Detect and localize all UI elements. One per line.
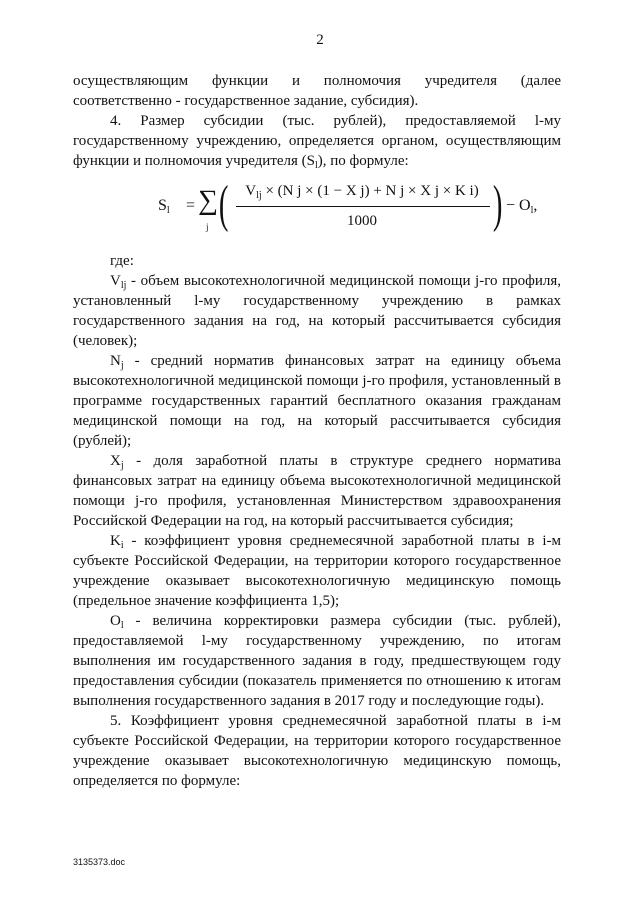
- paragraph-4-end: ), по формуле:: [317, 153, 409, 169]
- paragraph-5: 5. Коэффициент уровня среднемесячной заработной платы в i-м субъекте Российской Федерации, на территории которого государственное учреждение оказывает высокотехнологичную медицинскую помощь, определяется по формуле:: [73, 713, 561, 789]
- definition-x-subscript: j: [120, 460, 124, 471]
- formula-left-paren: (: [218, 176, 229, 233]
- formula-numerator-tail: × (N j × (1 − X j) + N j × X j × K i): [261, 183, 479, 199]
- formula-lhs-symbol: S: [158, 197, 167, 214]
- formula-denominator: 1000: [347, 213, 377, 229]
- definition-x-text: - доля заработной платы в структуре среднего норматива финансовых затрат на единицу объема высокотехнологичной медицинской помощи j-го профиля, установленная Министерством здравоохранения Российской Федерации на год, на который рассчитывается субсидия;: [73, 453, 561, 529]
- document-body: [73, 71, 561, 791]
- definition-v-subscript: lj: [120, 280, 127, 291]
- formula-numerator-v-subscript: lj: [256, 190, 262, 201]
- document-filename: 3135373.doc: [73, 857, 126, 867]
- definition-k-symbol: K: [110, 533, 121, 549]
- formula-tail-subscript: l: [530, 205, 534, 216]
- paragraph-continuation: осуществляющим функции и полномочия учредителя (далее соответственно - государственное задание, субсидия).: [73, 73, 561, 109]
- definition-k-subscript: i: [120, 540, 124, 551]
- paragraph-4: [73, 111, 561, 171]
- definition-o: [73, 611, 561, 711]
- formula-sum-symbol: ∑: [198, 185, 218, 216]
- definition-n-subscript: j: [120, 360, 124, 371]
- formula-numerator-v: V: [245, 183, 257, 199]
- definition-k-text: - коэффициент уровня среднемесячной заработной платы в i-м субъекте Российской Федерации, на территории которого государственное учреждение оказывает высокотехнологичную медицинскую помощь (предельное значение коэффициента 1,5);: [73, 533, 561, 609]
- formula-lhs: [158, 196, 170, 216]
- formula-fraction-bar: [236, 206, 490, 207]
- definition-n-symbol: N: [110, 353, 121, 369]
- formula-lhs-subscript: l: [166, 205, 170, 216]
- definition-o-text: - величина корректировки размера субсидии (тыс. рублей), предоставляемой l-му государственному учреждению, по итогам выполнения им государственного задания в году, предшествующем году предоставления субсидии (показатель применяется по отношению к итогам выполнения государственного задания в 2017 году и последующие годы).: [73, 613, 561, 709]
- definition-k: [73, 531, 561, 611]
- formula-sum-index: j: [206, 222, 209, 232]
- subsidy-formula: [73, 171, 561, 251]
- paragraph-4-subscript: l: [315, 160, 318, 171]
- definition-o-symbol: O: [110, 613, 121, 629]
- definition-o-subscript: l: [120, 620, 124, 631]
- paragraph-4-text: 4. Размер субсидии (тыс. рублей), предоставляемой l-му государственному учреждению, определяется органом, осуществляющим функции и полномочия учредителя (S: [73, 113, 561, 169]
- definition-v-text: - объем высокотехнологичной медицинской помощи j-го профиля, установленный l-му государственному учреждению в рамках государственного задания на год, на который рассчитывается субсидия (человек);: [73, 273, 561, 349]
- formula-tail-text: − O: [506, 197, 531, 214]
- definition-x-symbol: X: [110, 453, 121, 469]
- formula-right-paren: ): [492, 176, 503, 233]
- formula-equals: =: [186, 197, 196, 214]
- formula-numerator: [233, 181, 491, 201]
- definition-n-text: - средний норматив финансовых затрат на единицу объема высокотехнологичной медицинской помощи j-го профиля, установленный в программе государственных гарантий бесплатного оказания гражданам медицинской помощи на год, на который рассчитывается субсидия (рублей);: [73, 353, 561, 449]
- definition-v: [73, 271, 561, 351]
- definition-x: [73, 451, 561, 531]
- formula-tail: [506, 196, 537, 216]
- page-number: 2: [316, 32, 324, 48]
- definition-v-symbol: V: [110, 273, 121, 289]
- where-label: где:: [110, 253, 134, 269]
- formula-tail-end: ,: [533, 197, 538, 214]
- definition-n: [73, 351, 561, 451]
